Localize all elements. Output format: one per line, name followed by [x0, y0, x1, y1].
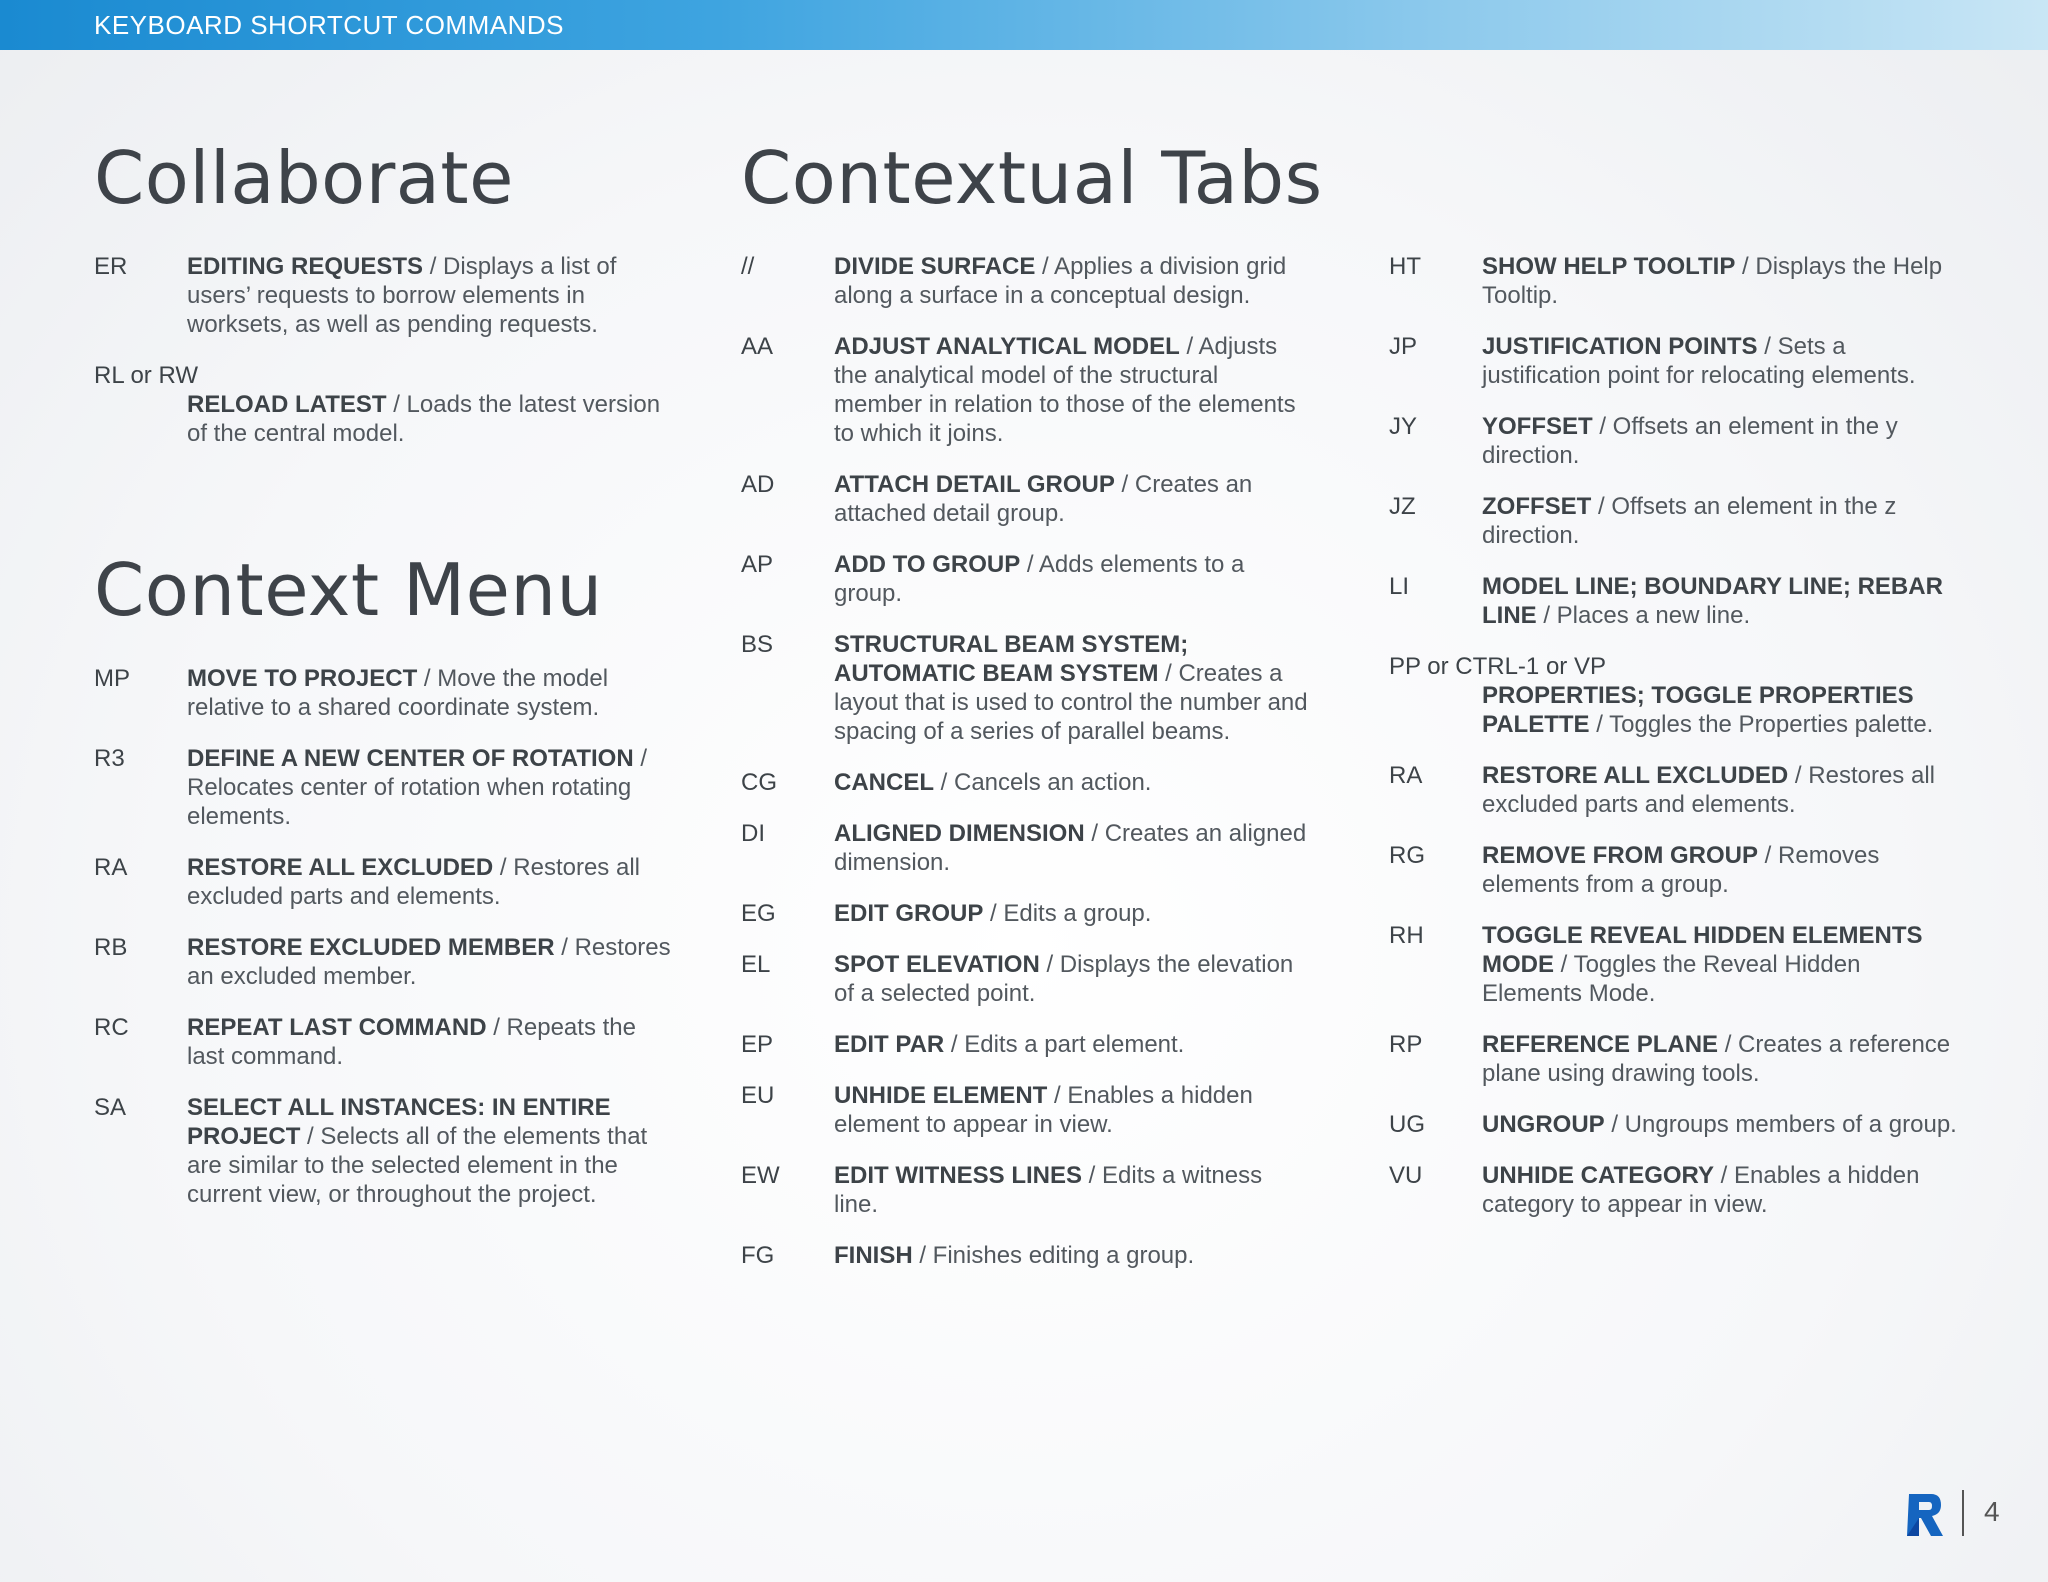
- shortcut-key: SA: [94, 1094, 127, 1121]
- command-name: SELECT ALL INSTANCES: IN ENTIRE PROJECT: [187, 1094, 611, 1150]
- command-name: UNHIDE ELEMENT: [834, 1082, 1048, 1109]
- shortcut-entry: [741, 899, 1311, 928]
- contextual-tabs-title: Contextual Tabs: [741, 136, 1323, 220]
- command-desc: / Finishes editing a group.: [912, 1242, 1195, 1269]
- shortcut-description: [187, 1013, 674, 1071]
- shortcut-key: RL or RW: [94, 362, 199, 389]
- shortcut-key: JZ: [1389, 493, 1416, 520]
- page-number: 4: [1984, 1496, 2000, 1527]
- command-desc: / Edits a part element.: [944, 1031, 1185, 1058]
- shortcut-key: AA: [741, 333, 774, 360]
- command-name: RESTORE EXCLUDED MEMBER: [187, 934, 555, 961]
- shortcut-description: [1482, 841, 1959, 899]
- shortcut-description: [94, 390, 674, 448]
- shortcut-entry: [94, 664, 674, 722]
- shortcut-key: EL: [741, 951, 771, 978]
- command-desc: / Move the model relative to a shared coordinate system.: [187, 665, 609, 721]
- shortcut-key: CG: [741, 769, 777, 796]
- command-desc: / Displays a list of users’ requests to borrow elements in worksets, as well as pending requests.: [187, 253, 617, 338]
- shortcut-key: RA: [94, 854, 128, 881]
- shortcut-description: [834, 630, 1311, 746]
- shortcut-key: R3: [94, 745, 125, 772]
- shortcut-entry: [741, 550, 1311, 608]
- command-name: RESTORE ALL EXCLUDED: [187, 854, 494, 881]
- shortcut-description: [187, 1093, 674, 1209]
- shortcut-entry: [1389, 921, 1959, 1008]
- shortcut-key: HT: [1389, 253, 1421, 280]
- shortcut-key: EP: [741, 1031, 774, 1058]
- command-name: PROPERTIES; TOGGLE PROPERTIES PALETTE: [1482, 682, 1914, 738]
- command-desc: / Displays the Help Tooltip.: [1482, 253, 1943, 309]
- command-name: DIVIDE SURFACE: [834, 253, 1036, 280]
- shortcut-entry: [1389, 761, 1959, 819]
- command-name: EDIT GROUP: [834, 900, 984, 927]
- shortcut-description: [1389, 681, 1959, 739]
- shortcut-key: RC: [94, 1014, 129, 1041]
- command-name: ADD TO GROUP: [834, 551, 1021, 578]
- shortcut-description: [834, 899, 1311, 928]
- command-desc: / Offsets an element in the z direction.: [1482, 493, 1897, 549]
- command-desc: / Restores an excluded member.: [187, 934, 671, 990]
- command-desc: / Adjusts the analytical model of the structural member in relation to those of the elements to which it joins.: [834, 333, 1296, 447]
- shortcut-entry: [94, 853, 674, 911]
- shortcut-entry: [741, 1081, 1311, 1139]
- command-name: REFERENCE PLANE: [1482, 1031, 1719, 1058]
- shortcut-key: UG: [1389, 1111, 1425, 1138]
- command-desc: / Ungroups members of a group.: [1604, 1111, 1957, 1138]
- shortcut-description: [834, 1030, 1311, 1059]
- shortcut-key: RA: [1389, 762, 1423, 789]
- command-name: UNGROUP: [1482, 1111, 1605, 1138]
- shortcut-entry: [94, 1013, 674, 1071]
- shortcut-description: [834, 550, 1311, 608]
- shortcut-key: EG: [741, 900, 776, 927]
- command-desc: / Repeats the last command.: [187, 1014, 636, 1070]
- shortcut-entry: [1389, 572, 1959, 630]
- shortcut-entry: [94, 361, 674, 448]
- shortcut-entry: [1389, 652, 1959, 739]
- contextual-tabs-list-2: [1389, 252, 1959, 1241]
- command-desc: / Removes elements from a group.: [1482, 842, 1880, 898]
- shortcut-key: JP: [1389, 333, 1418, 360]
- shortcut-entry: [1389, 332, 1959, 390]
- shortcut-description: [834, 1161, 1311, 1219]
- command-name: UNHIDE CATEGORY: [1482, 1162, 1715, 1189]
- command-name: EDIT PAR: [834, 1031, 945, 1058]
- command-name: ADJUST ANALYTICAL MODEL: [834, 333, 1180, 360]
- command-desc: / Creates a reference plane using drawing tools.: [1482, 1031, 1951, 1087]
- command-desc: / Places a new line.: [1536, 602, 1751, 629]
- command-name: FINISH: [834, 1242, 913, 1269]
- shortcut-key: DI: [741, 820, 765, 847]
- shortcut-key: RG: [1389, 842, 1425, 869]
- command-desc: / Restores all excluded parts and elements.: [1482, 762, 1935, 818]
- shortcut-entry: [741, 1241, 1311, 1270]
- command-desc: / Enables a hidden element to appear in view.: [834, 1082, 1253, 1138]
- shortcut-entry: [94, 744, 674, 831]
- shortcut-description: [187, 664, 674, 722]
- command-name: DEFINE A NEW CENTER OF ROTATION: [187, 745, 634, 772]
- shortcut-entry: [94, 1093, 674, 1209]
- command-desc: / Creates an attached detail group.: [834, 471, 1253, 527]
- shortcut-entry: [741, 1161, 1311, 1219]
- shortcut-key: BS: [741, 631, 774, 658]
- shortcut-key: VU: [1389, 1162, 1423, 1189]
- command-desc: / Toggles the Reveal Hidden Elements Mode.: [1482, 951, 1861, 1007]
- command-desc: / Adds elements to a group.: [834, 551, 1245, 607]
- shortcut-description: [1482, 1110, 1959, 1139]
- shortcut-description: [1482, 412, 1959, 470]
- shortcut-key: RB: [94, 934, 128, 961]
- command-desc: / Applies a division grid along a surface in a conceptual design.: [834, 253, 1287, 309]
- command-name: JUSTIFICATION POINTS: [1482, 333, 1758, 360]
- shortcut-key: JY: [1389, 413, 1418, 440]
- command-name: TOGGLE REVEAL HIDDEN ELEMENTS MODE: [1482, 922, 1923, 978]
- shortcut-description: [1482, 921, 1959, 1008]
- command-name: ATTACH DETAIL GROUP: [834, 471, 1115, 498]
- shortcut-entry: [1389, 1110, 1959, 1139]
- shortcut-entry: [741, 630, 1311, 746]
- shortcut-description: [187, 933, 674, 991]
- shortcut-description: [187, 853, 674, 911]
- shortcut-description: [834, 252, 1311, 310]
- contextual-tabs-list-1: [741, 252, 1311, 1292]
- command-desc: / Cancels an action.: [934, 769, 1152, 796]
- shortcut-description: [187, 744, 674, 831]
- footer-divider: [1962, 1490, 1964, 1536]
- shortcut-key: LI: [1389, 573, 1410, 600]
- shortcut-entry: [741, 768, 1311, 797]
- collaborate-title: Collaborate: [94, 136, 514, 220]
- shortcut-key: EW: [741, 1162, 780, 1189]
- shortcut-entry: [1389, 252, 1959, 310]
- shortcut-key: PP or CTRL-1 or VP: [1389, 653, 1606, 680]
- shortcut-description: [1482, 332, 1959, 390]
- shortcut-entry: [1389, 1161, 1959, 1219]
- command-name: ZOFFSET: [1482, 493, 1592, 520]
- collaborate-list: [94, 252, 674, 470]
- shortcut-description: [834, 768, 1311, 797]
- shortcut-entry: [741, 819, 1311, 877]
- shortcut-key: //: [741, 253, 755, 280]
- shortcut-description: [1482, 492, 1959, 550]
- context-menu-list: [94, 664, 674, 1231]
- command-desc: / Loads the latest version of the central model.: [187, 391, 661, 447]
- command-desc: / Relocates center of rotation when rotating elements.: [187, 745, 647, 830]
- command-name: REMOVE FROM GROUP: [1482, 842, 1759, 869]
- shortcut-entry: [1389, 841, 1959, 899]
- shortcut-description: [834, 1241, 1311, 1270]
- command-name: EDITING REQUESTS: [187, 253, 424, 280]
- command-name: SPOT ELEVATION: [834, 951, 1040, 978]
- command-desc: / Edits a group.: [983, 900, 1152, 927]
- shortcut-description: [834, 332, 1311, 448]
- command-name: RESTORE ALL EXCLUDED: [1482, 762, 1789, 789]
- shortcut-description: [834, 470, 1311, 528]
- shortcut-description: [834, 819, 1311, 877]
- command-desc: / Enables a hidden category to appear in view.: [1482, 1162, 1920, 1218]
- header-title: KEYBOARD SHORTCUT COMMANDS: [94, 10, 564, 40]
- shortcut-description: [1482, 572, 1959, 630]
- command-desc: / Toggles the Properties palette.: [1589, 711, 1934, 738]
- shortcut-entry: [741, 252, 1311, 310]
- shortcut-entry: [1389, 412, 1959, 470]
- command-desc: / Edits a witness line.: [834, 1162, 1263, 1218]
- command-name: STRUCTURAL BEAM SYSTEM; AUTOMATIC BEAM SYSTEM: [834, 631, 1189, 687]
- revit-logo-icon: [1905, 1492, 1945, 1538]
- command-name: MOVE TO PROJECT: [187, 665, 418, 692]
- shortcut-key: RH: [1389, 922, 1424, 949]
- command-name: EDIT WITNESS LINES: [834, 1162, 1083, 1189]
- command-desc: / Creates a layout that is used to control the number and spacing of a series of parallel beams.: [834, 660, 1308, 745]
- shortcut-entry: [741, 950, 1311, 1008]
- command-name: RELOAD LATEST: [187, 391, 387, 418]
- shortcut-entry: [741, 1030, 1311, 1059]
- shortcut-description: [1482, 252, 1959, 310]
- shortcut-description: [1482, 1161, 1959, 1219]
- command-name: YOFFSET: [1482, 413, 1593, 440]
- shortcut-key: FG: [741, 1242, 775, 1269]
- shortcut-entry: [94, 933, 674, 991]
- command-desc: / Displays the elevation of a selected point.: [834, 951, 1294, 1007]
- command-desc: / Selects all of the elements that are similar to the selected element in the current view, or throughout the project.: [187, 1123, 648, 1208]
- shortcut-key: ER: [94, 253, 128, 280]
- command-desc: / Creates an aligned dimension.: [834, 820, 1307, 876]
- shortcut-description: [1482, 1030, 1959, 1088]
- shortcut-description: [1482, 761, 1959, 819]
- command-desc: / Sets a justification point for relocating elements.: [1482, 333, 1916, 389]
- command-name: CANCEL: [834, 769, 934, 796]
- shortcut-entry: [1389, 1030, 1959, 1088]
- shortcut-entry: [1389, 492, 1959, 550]
- shortcut-entry: [741, 470, 1311, 528]
- command-desc: / Restores all excluded parts and elements.: [187, 854, 640, 910]
- context-menu-title: Context Menu: [94, 548, 603, 632]
- header-bar: [0, 0, 2048, 50]
- shortcut-key: AD: [741, 471, 775, 498]
- shortcut-key: MP: [94, 665, 130, 692]
- command-name: SHOW HELP TOOLTIP: [1482, 253, 1736, 280]
- command-name: MODEL LINE; BOUNDARY LINE; REBAR LINE: [1482, 573, 1943, 629]
- shortcut-key: EU: [741, 1082, 775, 1109]
- shortcut-description: [834, 1081, 1311, 1139]
- command-name: ALIGNED DIMENSION: [834, 820, 1085, 847]
- shortcut-description: [834, 950, 1311, 1008]
- shortcut-entry: [741, 332, 1311, 448]
- command-name: REPEAT LAST COMMAND: [187, 1014, 487, 1041]
- shortcut-key: RP: [1389, 1031, 1423, 1058]
- command-desc: / Offsets an element in the y direction.: [1482, 413, 1898, 469]
- shortcut-description: [187, 252, 674, 339]
- shortcut-entry: [94, 252, 674, 339]
- shortcut-key: AP: [741, 551, 774, 578]
